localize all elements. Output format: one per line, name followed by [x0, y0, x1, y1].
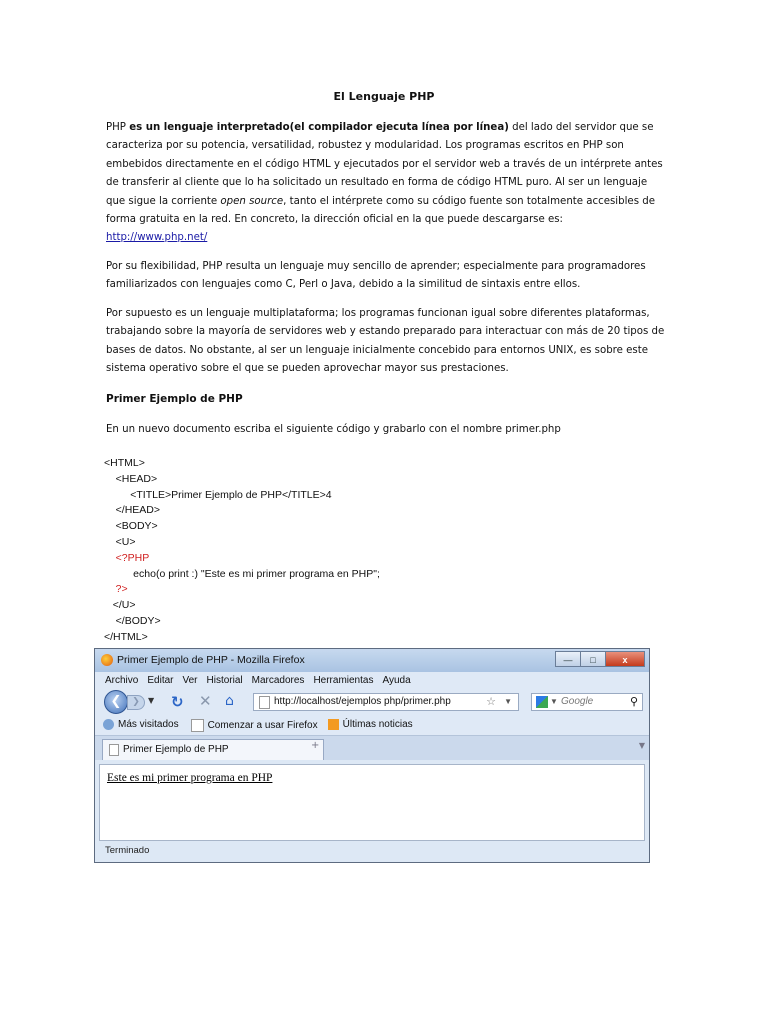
document-title: El Lenguaje PHP [333, 90, 435, 103]
code-line: </U> [104, 599, 136, 612]
page-icon [191, 719, 204, 732]
intro-paragraph [106, 119, 666, 248]
back-button[interactable] [104, 690, 128, 714]
close-button[interactable]: x [605, 651, 645, 667]
menu-archivo[interactable]: Archivo [105, 675, 139, 686]
bookmark-getting-started[interactable] [191, 719, 318, 732]
bookmark-label: Más visitados [118, 719, 179, 731]
intro-bold: es un lenguaje interpretado(el compilador ejecuta línea por línea) [129, 122, 509, 133]
firefox-screenshot [94, 648, 650, 863]
intro-rest-1: del lado del servidor que se caracteriza por su potencia, versatilidad, robustez y modularidad. Los programas escritos en PHP son embebidos directamente en el código HTML y ejecutados por el servidor web a través de un intérprete antes de transferir al cliente que lo ha solicitado un resultado en forma de código HTML puro. Al ser un lenguaje que sigue la corriente [106, 122, 663, 207]
bookmark-latest-news[interactable] [328, 719, 413, 730]
window-titlebar [95, 649, 649, 672]
forward-arrow-icon: ❯ [132, 697, 140, 707]
url-dropdown-icon[interactable]: ▼ [504, 697, 512, 706]
google-logo-icon [536, 696, 548, 708]
menu-herramientas[interactable]: Herramientas [313, 675, 374, 686]
window-title: Primer Ejemplo de PHP - Mozilla Firefox [117, 654, 305, 666]
flexibility-paragraph: Por su flexibilidad, PHP resulta un lenguaje muy sencillo de aprender; especialmente para programadores familiarizados con lenguajes como C, Perl o Java, debido a la similitud de sintaxis entre ellos. [106, 261, 646, 291]
menu-historial[interactable]: Historial [206, 675, 243, 686]
rss-icon [328, 719, 339, 730]
intro-rest-2: , tanto el intérprete como su código fuente son totalmente accesibles de forma gratuita en la red. En concreto, la dirección oficial en la que puede descargarse es: [106, 195, 655, 226]
page-icon [259, 696, 270, 709]
bookmarks-toolbar [95, 715, 649, 735]
bookmark-most-visited[interactable] [103, 719, 179, 730]
code-line: </BODY> [104, 614, 161, 627]
home-icon[interactable]: ⌂ [225, 693, 234, 709]
menu-editar[interactable]: Editar [147, 675, 174, 686]
code-line: <U> [104, 535, 136, 548]
code-listing [104, 456, 380, 646]
firefox-logo-icon [101, 654, 113, 666]
search-engine-dropdown-icon[interactable]: ▼ [550, 697, 558, 706]
section-heading: Primer Ejemplo de PHP [106, 393, 243, 405]
forward-button[interactable] [127, 695, 145, 710]
window-controls [556, 651, 645, 667]
code-line: </HEAD> [104, 504, 161, 517]
navigation-toolbar [95, 689, 649, 715]
tab-primer-ejemplo[interactable] [102, 739, 324, 760]
menu-marcadores[interactable]: Marcadores [251, 675, 305, 686]
code-line-php-close: ?> [104, 583, 128, 596]
code-line: <TITLE>Primer Ejemplo de PHP</TITLE>4 [104, 488, 332, 501]
intro-start: PHP [106, 122, 130, 133]
minimize-button[interactable]: — [555, 651, 581, 667]
code-line-php-open: <?PHP [104, 551, 150, 564]
code-line: <HEAD> [104, 472, 158, 485]
url-text: http://localhost/ejemplos php/primer.php [274, 696, 451, 707]
search-box[interactable] [531, 693, 643, 711]
page-icon [109, 744, 119, 756]
search-icon[interactable]: ⚲ [629, 696, 638, 708]
maximize-button[interactable]: □ [580, 651, 606, 667]
tab-bar [95, 735, 649, 760]
page-content [99, 764, 645, 841]
status-bar: Terminado [105, 845, 150, 856]
multiplatform-paragraph: Por supuesto es un lenguaje multiplataforma; los programas funcionan igual sobre diferentes plataformas, trabajando sobre la mayoría de servidores web y estando preparado para interactuar con más de 20 tipos de bases de datos. No obstante, al ser un lenguaje inicialmente concebido para entornos UNIX, es sobre este sistema operativo sobre el que se pueden aprovechar mayor sus prestaciones. [106, 308, 665, 375]
intro-italic: open source [220, 195, 284, 207]
search-placeholder: Google [561, 696, 594, 707]
page-output-text: Este es mi primer programa en PHP [107, 772, 273, 784]
menu-ayuda[interactable]: Ayuda [382, 675, 411, 686]
bookmark-star-icon[interactable]: ☆ [486, 696, 496, 708]
code-line: <HTML> [104, 457, 145, 469]
menu-bar [95, 672, 649, 689]
code-line: <BODY> [104, 520, 158, 533]
bookmark-label: Comenzar a usar Firefox [207, 719, 318, 731]
bookmark-label: Últimas noticias [342, 719, 413, 731]
new-tab-icon[interactable]: + [311, 740, 320, 751]
address-bar[interactable] [253, 693, 519, 711]
php-link[interactable]: http://www.php.net/ [106, 232, 208, 244]
back-arrow-icon: ❮ [110, 694, 122, 709]
code-line: </HTML> [104, 630, 148, 643]
stop-icon[interactable]: ✕ [199, 692, 212, 710]
globe-icon [103, 719, 114, 730]
menu-ver[interactable]: Ver [182, 675, 198, 686]
code-line: echo(o print :) "Este es mi primer programa en PHP"; [104, 567, 380, 580]
reload-icon[interactable]: ↻ [171, 693, 184, 711]
instruction-paragraph: En un nuevo documento escriba el siguiente código y grabarlo con el nombre primer.php [106, 424, 561, 435]
list-all-tabs-icon[interactable]: ▼ [638, 741, 645, 750]
tab-label: Primer Ejemplo de PHP [123, 744, 229, 755]
history-dropdown-icon[interactable]: ▼ [148, 696, 155, 705]
